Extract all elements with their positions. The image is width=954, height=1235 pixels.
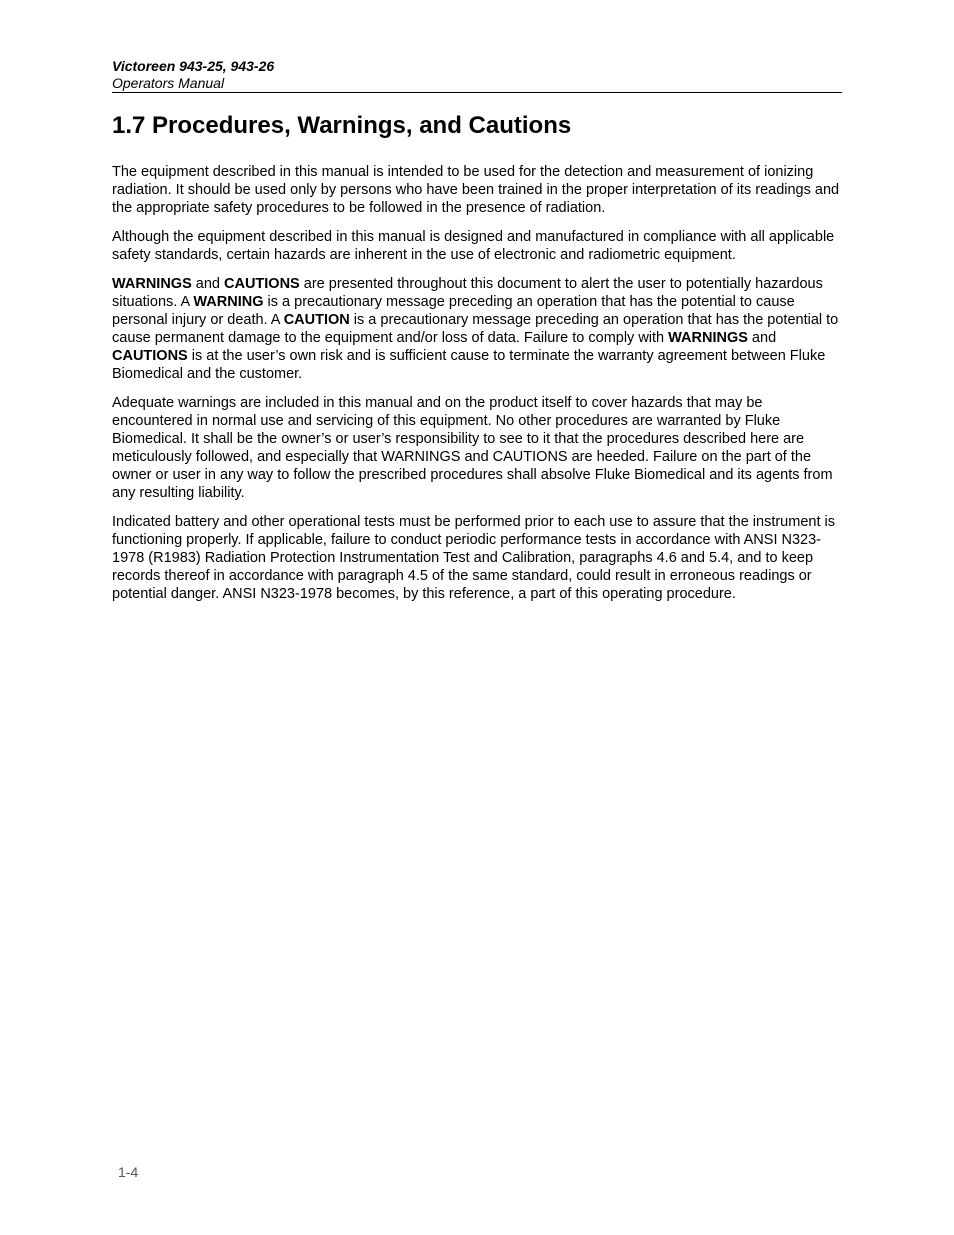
paragraph-hazards: Although the equipment described in this manual is designed and manufactured in compliance with all applicable safety standards, certain hazards are inherent in the use of electronic and radiometric equipment. <box>112 229 835 263</box>
paragraph-warnings-cautions <box>112 275 842 383</box>
body-text: are presented throughout this document to alert the user to potentially hazardous situations. A <box>112 276 823 310</box>
body-text: is a precautionary message preceding an operation that has the potential to cause permanent damage to the equipment and/or loss of data. Failure to comply with <box>112 312 839 346</box>
bold-term: WARNING <box>193 294 264 310</box>
body-text: is a precautionary message preceding an operation that has the potential to cause personal injury or death. A <box>112 294 795 328</box>
paragraph-intended-use: The equipment described in this manual is intended to be used for the detection and measurement of ionizing radiation. It should be used only by persons who have been trained in the proper interpretation of its readings and the appropriate safety procedures to be followed in the presence of radiation. <box>112 164 840 216</box>
body-text: and <box>747 330 777 346</box>
paragraph-operational-tests: Indicated battery and other operational tests must be performed prior to each use to assure that the instrument is functioning properly. If applicable, failure to conduct periodic performance tests in accordance with ANSI N323-1978 (R1983) Radiation Protection Instrumentation Test and Calibration, paragraphs 4.6 and 5.4, and to keep records thereof in accordance with paragraph 4.5 of the same standard, could result in erroneous readings or potential danger. ANSI N323-1978 becomes, by this reference, a part of this operating procedure. <box>112 514 835 602</box>
bold-term: WARNINGS <box>668 330 748 346</box>
section-body <box>112 163 842 614</box>
body-text: and <box>191 276 224 292</box>
bold-term: CAUTIONS <box>224 276 300 292</box>
section-title: 1.7 Procedures, Warnings, and Cautions <box>112 112 572 139</box>
bold-term: CAUTIONS <box>112 348 188 364</box>
page-number: 1-4 <box>118 1164 139 1180</box>
header-product-name: Victoreen 943-25, 943-26 <box>112 58 275 74</box>
header-manual-name: Operators Manual <box>112 75 225 91</box>
bold-term: WARNINGS <box>112 276 192 292</box>
bold-term: CAUTION <box>283 312 350 328</box>
running-header <box>112 57 842 93</box>
body-text: is at the user’s own risk and is sufficient cause to terminate the warranty agreement between Fluke Biomedical and the customer. <box>112 348 826 382</box>
paragraph-responsibility: Adequate warnings are included in this manual and on the product itself to cover hazards that may be encountered in normal use and servicing of this equipment. No other procedures are warranted by Fluke Biomedical. It shall be the owner’s or user’s responsibility to see to it that the procedures described here are meticulously followed, and especially that WARNINGS and CAUTIONS are heeded. Failure on the part of the owner or user in any way to follow the prescribed procedures shall absolve Fluke Biomedical and its agents from any resulting liability. <box>112 395 833 501</box>
